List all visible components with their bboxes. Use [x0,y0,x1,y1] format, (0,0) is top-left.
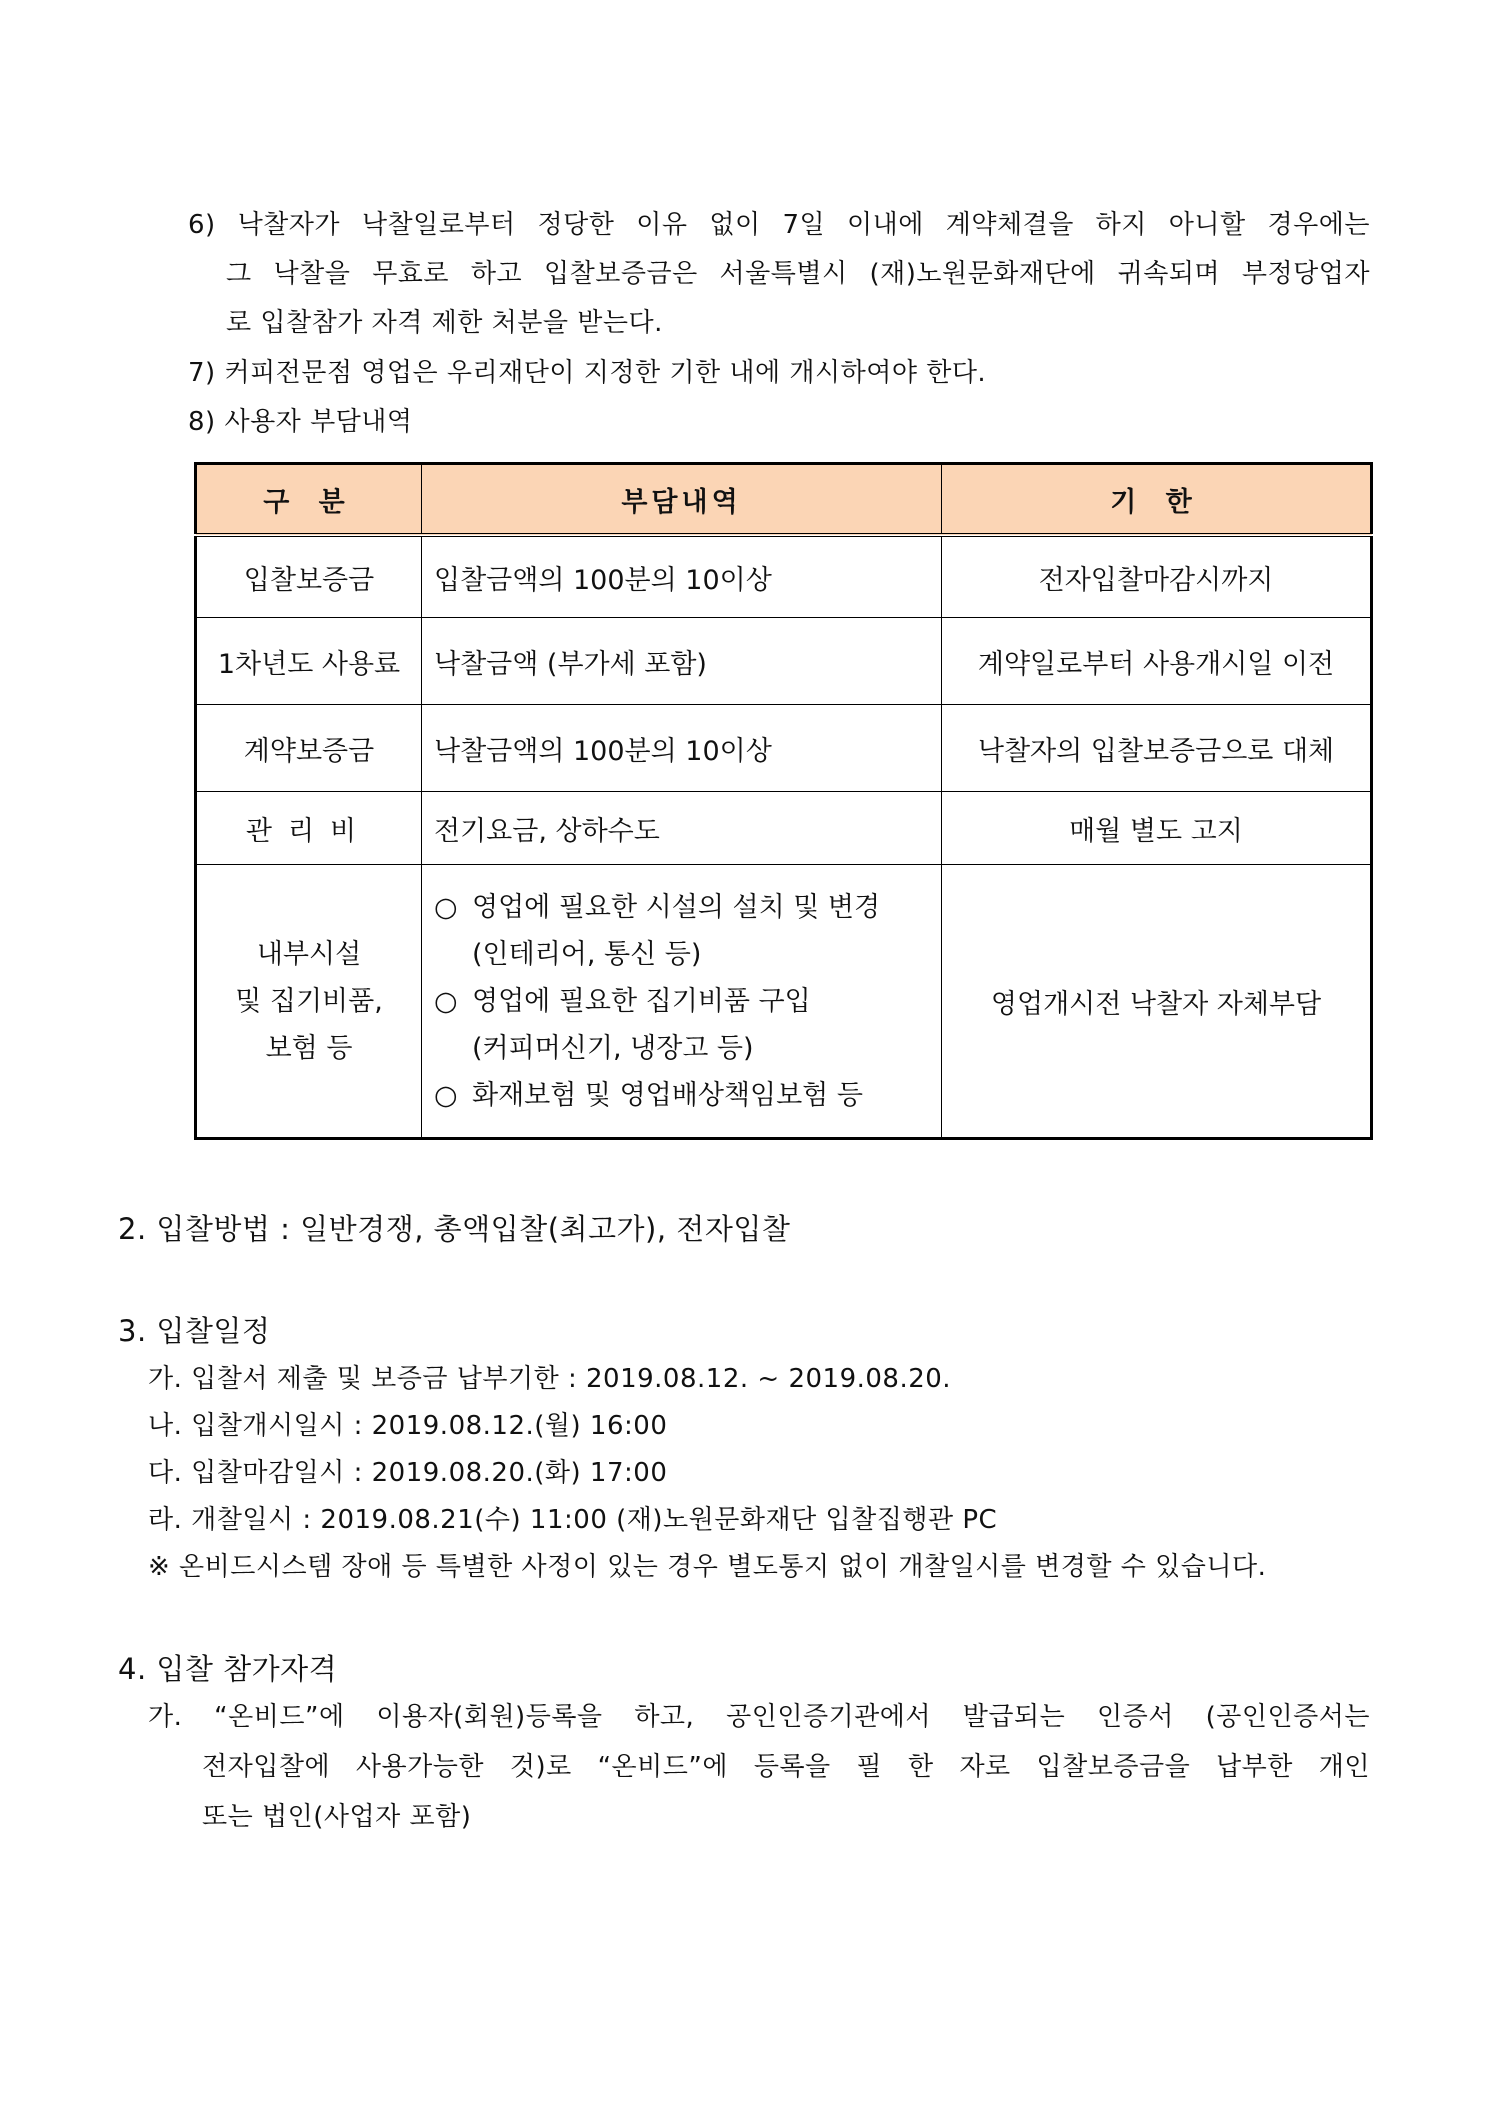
schedule-note: ※ 온비드시스템 장애 등 특별한 사정이 있는 경우 별도통지 없이 개찰일시를 변경할 수 있습니다. [148,1552,1267,1582]
eligibility-line-3: 또는 법인(사업자 포함) [202,1802,472,1832]
cell-detail: 전기요금, 상하수도 [422,792,942,865]
bullet-line: 화재보험 및 영업배상책임보험 등 [472,1079,863,1111]
cell-detail: 입찰금액의 100분의 10이상 [422,535,942,618]
section-2-heading: 2. 입찰방법 : 일반경쟁, 총액입찰(최고가), 전자입찰 [118,1212,791,1246]
cell-category: 1차년도 사용료 [196,618,422,705]
bullet-mark: ○ [434,1079,458,1111]
cell-detail: 낙찰금액의 100분의 10이상 [422,705,942,792]
burden-table [194,462,1373,1140]
cell-detail: 낙찰금액 (부가세 포함) [422,618,942,705]
bullet-line: 영업에 필요한 집기비품 구입 [472,985,811,1017]
cell-category: 관리비 [196,792,422,865]
cell-category [196,865,422,1139]
bullet-mark: ○ [434,891,458,923]
header-category: 구 분 [196,464,422,536]
header-deadline: 기 한 [942,464,1372,536]
table-row [196,792,1372,865]
bullet-item [434,978,929,1072]
table-row-facilities [196,865,1372,1139]
item-6-line-1: 6) 낙찰자가 낙찰일로부터 정당한 이유 없이 7일 이내에 계약체결을 하지 아니할 경우에는 [188,210,1370,240]
item-7: 7) 커피전문점 영업은 우리재단이 지정한 기한 내에 개시하여야 한다. [188,358,987,388]
table-row [196,705,1372,792]
bullet-mark: ○ [434,985,458,1017]
item-6-line-3: 로 입찰참가 자격 제한 처분을 받는다. [226,308,663,338]
bullet-line: (인테리어, 통신 등) [472,938,702,970]
category-line: 및 집기비품, [235,985,383,1017]
cell-deadline: 계약일로부터 사용개시일 이전 [942,618,1372,705]
table-row [196,618,1372,705]
item-6-line-2: 그 낙찰을 무효로 하고 입찰보증금은 서울특별시 (재)노원문화재단에 귀속되며 부정당업자 [226,259,1370,289]
schedule-item: 가. 입찰서 제출 및 보증금 납부기한 : 2019.08.12. ~ 2019.08.20. [148,1364,952,1394]
cell-deadline: 매월 별도 고지 [942,792,1372,865]
item-8: 8) 사용자 부담내역 [188,407,413,437]
bullet-line: (커피머신기, 냉장고 등) [472,1032,754,1064]
eligibility-line-1: 가. “온비드”에 이용자(회원)등록을 하고, 공인인증기관에서 발급되는 인증서 (공인인증서는 [148,1702,1370,1732]
eligibility-line-2: 전자입찰에 사용가능한 것)로 “온비드”에 등록을 필 한 자로 입찰보증금을 납부한 개인 [202,1752,1370,1782]
bullet-line: 영업에 필요한 시설의 설치 및 변경 [472,891,881,923]
cell-category: 계약보증금 [196,705,422,792]
section-3-heading: 3. 입찰일정 [118,1314,271,1348]
table-header-row [196,464,1372,536]
bullet-item [434,1072,929,1119]
table-row [196,535,1372,618]
cell-deadline: 영업개시전 낙찰자 자체부담 [942,865,1372,1139]
category-line: 보험 등 [265,1032,353,1064]
category-line: 내부시설 [256,938,362,970]
cell-category: 입찰보증금 [196,535,422,618]
cell-deadline: 낙찰자의 입찰보증금으로 대체 [942,705,1372,792]
schedule-item: 다. 입찰마감일시 : 2019.08.20.(화) 17:00 [148,1458,668,1488]
section-4-heading: 4. 입찰 참가자격 [118,1652,338,1686]
cell-deadline: 전자입찰마감시까지 [942,535,1372,618]
bullet-item [434,884,929,978]
schedule-item: 라. 개찰일시 : 2019.08.21(수) 11:00 (재)노원문화재단 입찰집행관 PC [148,1505,998,1535]
header-detail: 부담내역 [422,464,942,536]
schedule-item: 나. 입찰개시일시 : 2019.08.12.(월) 16:00 [148,1411,668,1441]
cell-detail [422,865,942,1139]
